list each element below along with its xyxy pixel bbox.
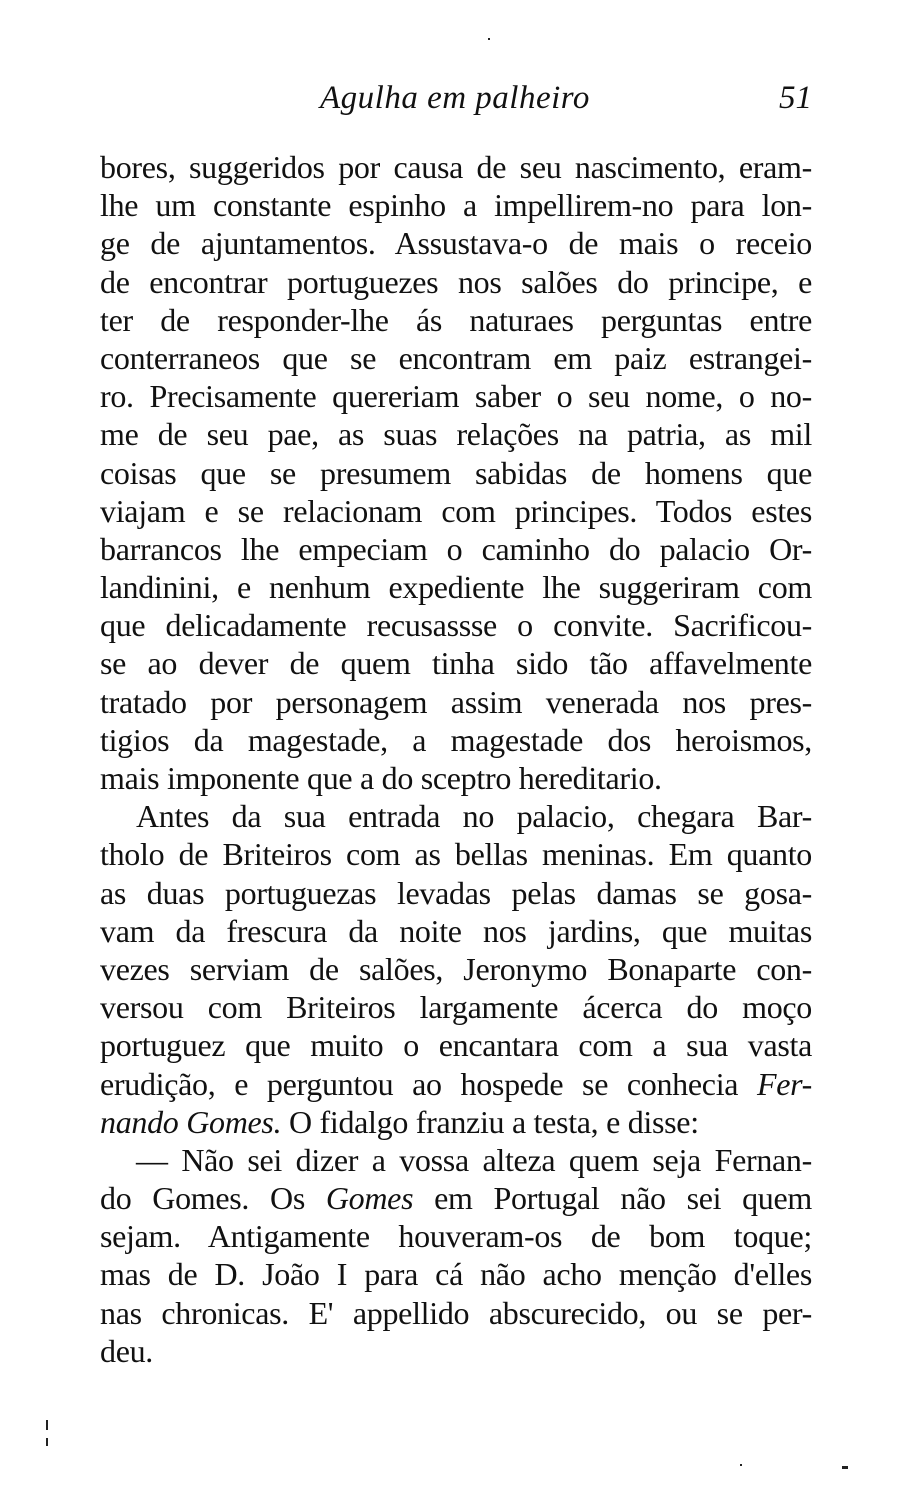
scan-speck [740, 1464, 742, 1466]
text-line: do Gomes. Os Gomes em Portugal não sei quem [100, 1180, 812, 1217]
text-line: versou com Briteiros largamente ácerca do moço [100, 989, 812, 1026]
text-line: conterraneos que se encontram em paiz estrangei- [100, 339, 812, 376]
body-text [100, 148, 812, 1370]
text-line: me de seu pae, as suas relações na patria, as mil [100, 416, 812, 453]
page-number: 51 [779, 80, 812, 116]
text-line: lhe um constante espinho a impellirem-no para lon- [100, 187, 812, 224]
text-line: mais imponente que a do sceptro hereditario. [100, 760, 662, 796]
text-line: tratado por personagem assim venerada nos pres- [100, 683, 812, 720]
text-line: ter de responder-lhe ás naturaes perguntas entre [100, 301, 812, 338]
text-line: viajam e se relacionam com principes. Todos estes [100, 492, 812, 529]
text-line: as duas portuguezas levadas pelas damas se gosa- [100, 874, 812, 911]
text-line: deu. [100, 1332, 154, 1369]
scan-speck [46, 1438, 48, 1446]
text-line: se ao dever de quem tinha sido tão affavelmente [100, 645, 812, 682]
text-line: coisas que se presumem sabidas de homens que [100, 454, 812, 491]
text-line: ro. Precisamente quereriam saber o seu nome, o no- [100, 378, 812, 415]
text-line: — Não sei dizer a vossa alteza quem seja Fernan- [136, 1141, 812, 1178]
text-line: nas chronicas. E' appellido abscurecido, ou se per- [100, 1294, 812, 1331]
text-line: que delicadamente recusassse o convite. Sacrificou- [100, 607, 812, 644]
text-line: erudição, e perguntou ao hospede se conhecia Fer- [100, 1065, 812, 1102]
text-line: Antes da sua entrada no palacio, chegara Bar- [136, 798, 812, 835]
text-line: portuguez que muito o encantara com a sua vasta [100, 1027, 812, 1064]
text-line: barrancos lhe empeciam o caminho do palacio Or- [100, 530, 812, 567]
text-line: tholo de Briteiros com as bellas meninas. Em quanto [100, 836, 812, 873]
scan-speck [842, 1466, 848, 1469]
scan-speck [46, 1420, 48, 1430]
text-line: bores, suggeridos por causa de seu nascimento, eram- [100, 149, 812, 185]
text-line: tigios da magestade, a magestade dos heroismos, [100, 721, 812, 758]
text-line: de encontrar portuguezes nos salões do principe, e [100, 263, 812, 300]
text-line: mas de D. João I para cá não acho menção d'elles [100, 1256, 812, 1293]
text-line: landinini, e nenhum expediente lhe suggeriram com [100, 569, 812, 606]
running-title: Agulha em palheiro [320, 80, 590, 116]
text-line: vezes serviam de salões, Jeronymo Bonaparte con- [100, 950, 812, 987]
text-line: sejam. Antigamente houveram-os de bom toque; [100, 1218, 812, 1255]
running-head [100, 80, 812, 120]
text-line: ge de ajuntamentos. Assustava-o de mais o receio [100, 225, 812, 262]
text-line: nando Gomes. O fidalgo franziu a testa, e disse: [100, 1103, 699, 1140]
scan-speck [488, 38, 490, 40]
text-line: vam da frescura da noite nos jardins, que muitas [100, 912, 812, 949]
